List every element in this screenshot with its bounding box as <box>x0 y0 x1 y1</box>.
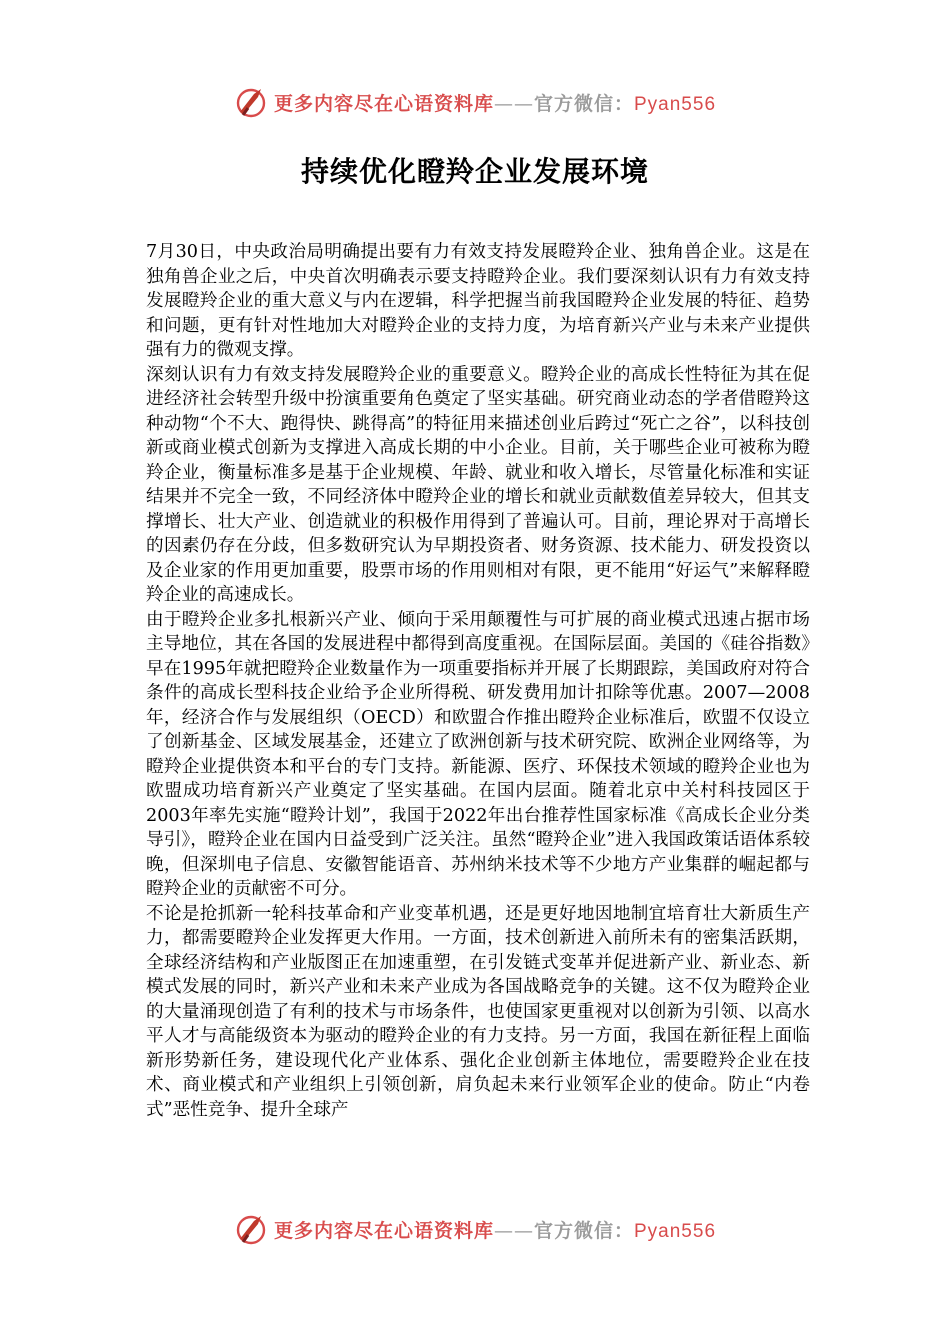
page-title: 持续优化瞪羚企业发展环境 <box>300 155 649 188</box>
paragraph: 由于瞪羚企业多扎根新兴产业、倾向于采用颠覆性与可扩展的商业模式迅速占据市场主导地位，其在各国的发展进程中都得到高度重视。在国际层面。美国的《硅谷指数》早在1995年就把瞪羚企业数量作为一项重要指标并开展了长期跟踪，美国政府对符合条件的高成长型科技企业给予企业所得税、研发费用加计扣除等优惠。2007—2008年，经济合作与发展组织（OECD）和欧盟合作推出瞪羚企业标准后，欧盟不仅设立了创新基金、区域发展基金，还建立了欧洲创新与技术研究院、欧洲企业网络等，为瞪羚企业提供资本和平台的专门支持。新能源、医疗、环保技术领域的瞪羚企业也为欧盟成功培育新兴产业奠定了坚实基础。在国内层面。随着北京中关村科技园区于2003年率先实施“瞪羚计划”，我国于2022年出台推荐性国家标准《高成长企业分类导引》，瞪羚企业在国内日益受到广泛关注。虽然“瞪羚企业”进入我国政策话语体系较晚，但深圳电子信息、安徽智能语音、苏州纳米技术等不少地方产业集群的崛起都与瞪羚企业的贡献密不可分。 <box>146 609 810 899</box>
watermark-dash: —— <box>493 1219 534 1242</box>
watermark-wechat-label: 官方微信： <box>533 1219 634 1242</box>
watermark-brand: 更多内容尽在心语资料库 <box>273 92 494 115</box>
header-watermark <box>0 82 950 122</box>
watermark-wechat-id: Pyan556 <box>634 93 717 115</box>
paragraph: 7月30日，中央政治局明确提出要有力有效支持发展瞪羚企业、独角兽企业。这是在独角兽企业之后，中央首次明确表示要支持瞪羚企业。我们要深刻认识有力有效支持发展瞪羚企业的重大意义与内在逻辑，科学把握当前我国瞪羚企业发展的特征、趋势和问题，更有针对性地加大对瞪羚企业的支持力度，为培育新兴产业与未来产业提供强有力的微观支撑。 <box>146 242 810 360</box>
article-body <box>146 240 810 1122</box>
paragraph: 不论是抢抓新一轮科技革命和产业变革机遇，还是更好地因地制宜培育壮大新质生产力，都需要瞪羚企业发挥更大作用。一方面，技术创新进入前所未有的密集活跃期，全球经济结构和产业版图正在加速重塑，在引发链式变革并促进新产业、新业态、新模式发展的同时，新兴产业和未来产业成为各国战略竞争的关键。这不仅为瞪羚企业的大量涌现创造了有利的技术与市场条件，也使国家更重视对以创新为引领、以高水平人才与高能级资本为驱动的瞪羚企业的有力支持。另一方面，我国在新征程上面临新形势新任务，建设现代化产业体系、强化企业创新主体地位，需要瞪羚企业在技术、商业模式和产业组织上引领创新，肩负起未来行业领军企业的使命。防止“内卷式”恶性竞争、提升全球产 <box>146 903 810 1120</box>
watermark-dash: —— <box>493 92 534 115</box>
footer-watermark <box>0 1209 950 1249</box>
paragraph: 深刻认识有力有效支持发展瞪羚企业的重要意义。瞪羚企业的高成长性特征为其在促进经济社会转型升级中扮演重要角色奠定了坚实基础。研究商业动态的学者借瞪羚这种动物“个不大、跑得快、跳得高”的特征用来描述创业后跨过“死亡之谷”，以科技创新或商业模式创新为支撑进入高成长期的中小企业。目前，关于哪些企业可被称为瞪羚企业，衡量标准多是基于企业规模、年龄、就业和收入增长，尽管量化标准和实证结果并不完全一致，不同经济体中瞪羚企业的增长和就业贡献数值差异较大，但其支撑增长、壮大产业、创造就业的积极作用得到了普遍认可。目前，理论界对于高增长的因素仍存在分歧，但多数研究认为早期投资者、财务资源、技术能力、研发投资以及企业家的作用更加重要，股票市场的作用则相对有限，更不能用“好运气”来解释瞪羚企业的高速成长。 <box>146 364 810 605</box>
brush-logo-icon <box>234 1211 270 1247</box>
watermark-wechat-id: Pyan556 <box>634 1220 717 1242</box>
watermark-brand: 更多内容尽在心语资料库 <box>273 1219 494 1242</box>
watermark-wechat-label: 官方微信： <box>533 92 634 115</box>
brush-logo-icon <box>234 84 270 120</box>
